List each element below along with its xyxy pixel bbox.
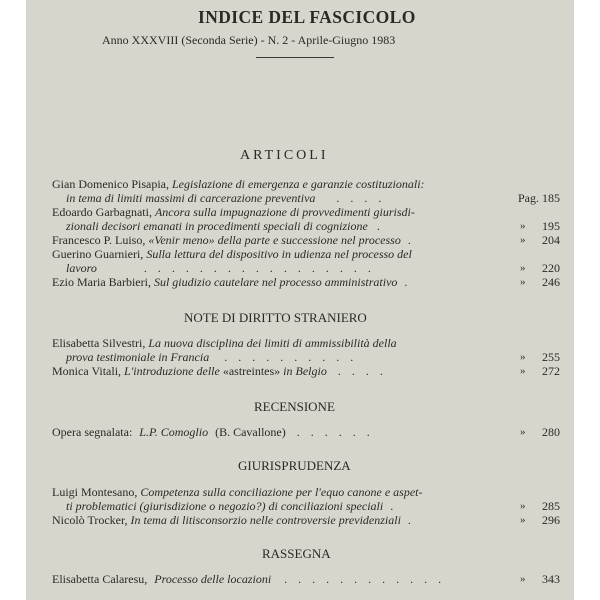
dot-leader: . — [376, 219, 380, 233]
entry-title: L'introduzione delle — [124, 364, 220, 378]
entry-silvestri-line1 — [52, 336, 397, 350]
section-heading-giurisprudenza: GIURISPRUDENZA — [238, 458, 351, 473]
section-heading-rassegna: RASSEGNA — [262, 546, 331, 561]
entry-calaresu-page: 343 — [542, 572, 560, 586]
entry-author: Edoardo Garbagnati, — [52, 205, 152, 219]
entry-montesano-line2 — [66, 499, 393, 513]
entry-title-cont: zionali decisori emanati in procedimenti speciali di cognizione — [66, 219, 368, 233]
dot-leader: . . . . . . . . . . — [224, 350, 358, 364]
entry-author: Luigi Montesano, — [52, 485, 138, 499]
dot-leader: . . . . — [337, 364, 387, 378]
entry-author: Elisabetta Silvestri, — [52, 336, 146, 350]
entry-pisapia-line1 — [52, 177, 425, 191]
entry-trocker — [52, 513, 411, 527]
dot-leader: . . . . . . — [296, 425, 374, 439]
entry-title-term: «astreintes» — [222, 364, 281, 378]
ditto-mark: » — [520, 426, 526, 438]
ditto-mark: » — [520, 220, 526, 232]
dot-leader: . — [404, 275, 408, 289]
page-prefix: Pag. — [518, 191, 539, 205]
entry-title: Competenza sulla conciliazione per l'equo canone e aspet- — [140, 485, 423, 499]
index-page — [26, 0, 574, 600]
entry-title: Ancora sulla impugnazione di provvedimenti giurisdi- — [154, 205, 415, 219]
entry-comoglio-page: 280 — [542, 425, 560, 439]
entry-guarnieri-line2 — [66, 261, 375, 275]
entry-title: Processo delle locazioni — [154, 572, 272, 586]
entry-silvestri-line2 — [66, 350, 357, 364]
entry-calaresu — [52, 572, 445, 586]
entry-title-end: di conciliazioni speciali — [268, 499, 384, 513]
entry-author: Guerino Guarnieri, — [52, 247, 144, 261]
entry-luiso-page: 204 — [542, 233, 560, 247]
entry-garbagnati-page: 195 — [542, 219, 560, 233]
entry-author: Nicolò Trocker, — [52, 513, 128, 527]
section-heading-articoli: ARTICOLI — [240, 148, 329, 163]
ditto-mark: » — [520, 234, 526, 246]
entry-barbieri — [52, 275, 407, 289]
entry-title-cont: prova testimoniale in Francia — [66, 350, 210, 364]
dot-leader: . . . . — [336, 191, 386, 205]
entry-title-cont: lavoro — [66, 261, 97, 275]
entry-comoglio — [52, 425, 374, 439]
entry-author: Elisabetta Calaresu, — [52, 572, 148, 586]
section-heading-note: NOTE DI DIRITTO STRANIERO — [184, 310, 367, 325]
dot-leader: . — [407, 513, 411, 527]
dot-leader: . — [390, 499, 394, 513]
ditto-mark: » — [520, 262, 526, 274]
entry-vitali — [52, 364, 387, 378]
entry-vitali-page: 272 — [542, 364, 560, 378]
entry-title: L.P. Comoglio — [139, 425, 209, 439]
entry-title: Sul giudizio cautelare nel processo amministrativo — [153, 275, 398, 289]
entry-reviewer: (B. Cavallone) — [215, 425, 286, 439]
entry-title: La nuova disciplina dei limiti di ammissibilità della — [148, 336, 397, 350]
entry-author: Francesco P. Luiso, — [52, 233, 146, 247]
entry-pisapia-line2 — [66, 191, 385, 205]
ditto-mark: » — [520, 500, 526, 512]
entry-montesano-page: 285 — [542, 499, 560, 513]
entry-title: «Venir meno» della parte e successione nel processo — [148, 233, 401, 247]
entry-lead: Opera segnalata: — [52, 425, 133, 439]
entry-title: In tema di litisconsorzio nelle controversie previdenziali — [130, 513, 401, 527]
entry-montesano-line1 — [52, 485, 423, 499]
entry-silvestri-page: 255 — [542, 350, 560, 364]
ditto-mark: » — [520, 514, 526, 526]
entry-title: Legislazione di emergenza e garanzie costituzionali: — [171, 177, 425, 191]
section-heading-recensione: RECENSIONE — [254, 399, 335, 414]
entry-luiso — [52, 233, 411, 247]
ditto-mark: » — [520, 351, 526, 363]
entry-title-cont: in tema di limiti massimi di carcerazione preventiva — [66, 191, 316, 205]
issue-info: Anno XXXVIII (Seconda Serie) - N. 2 - Aprile-Giugno 1983 — [102, 33, 396, 47]
entry-author: Gian Domenico Pisapia, — [52, 177, 169, 191]
dot-leader: . . . . . . . . . . . . . . . . . — [143, 261, 375, 275]
entry-garbagnati-line1 — [52, 205, 415, 219]
entry-title: Sulla lettura del dispositivo in udienza nel processo del — [146, 247, 412, 261]
entry-barbieri-page: 246 — [542, 275, 560, 289]
dot-leader: . — [407, 233, 411, 247]
entry-pisapia-page — [518, 191, 560, 206]
entry-author: Ezio Maria Barbieri, — [52, 275, 151, 289]
title-divider — [256, 57, 334, 58]
ditto-mark: » — [520, 276, 526, 288]
entry-guarnieri-line1 — [52, 247, 412, 261]
ditto-mark: » — [520, 365, 526, 377]
entry-guarnieri-page: 220 — [542, 261, 560, 275]
entry-trocker-page: 296 — [542, 513, 560, 527]
ditto-mark: » — [520, 573, 526, 585]
page-title: INDICE DEL FASCICOLO — [198, 7, 416, 27]
entry-author: Monica Vitali, — [52, 364, 122, 378]
entry-title-end: in Belgio — [283, 364, 327, 378]
page-number: 185 — [542, 191, 560, 205]
entry-title-paren: (giurisdizione o negozio?) — [139, 499, 266, 513]
entry-garbagnati-line2 — [66, 219, 380, 233]
dot-leader: . . . . . . . . . . . . — [284, 572, 446, 586]
entry-title-cont: ti problematici — [66, 499, 137, 513]
